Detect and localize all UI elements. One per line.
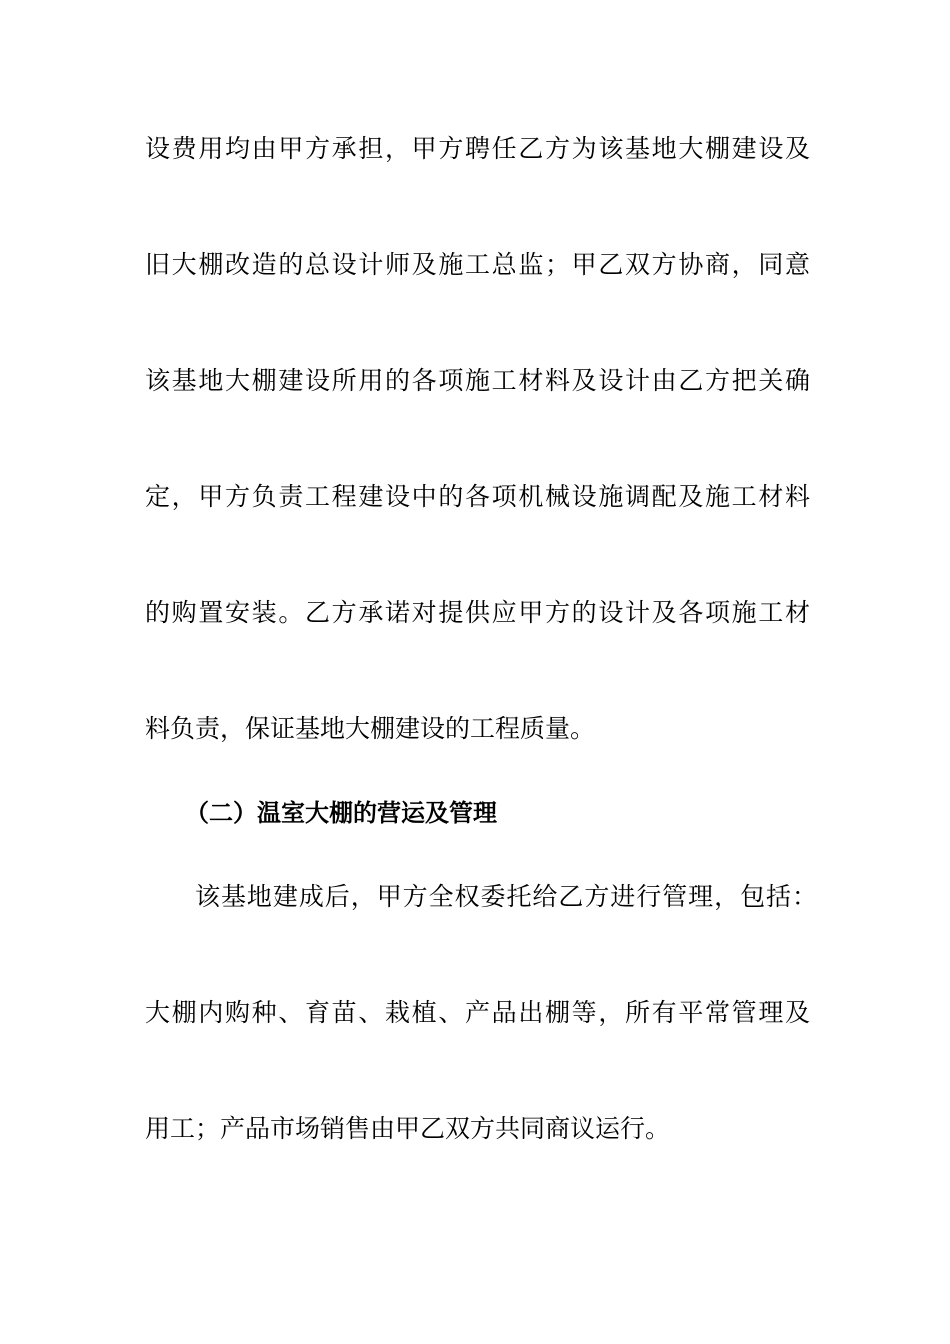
paragraph-1-line-5: 的购置安装。乙方承诺对提供应甲方的设计及各项施工材 <box>145 598 810 627</box>
paragraph-2-line-3: 用工；产品市场销售由甲乙双方共同商议运行。 <box>145 1114 671 1143</box>
paragraph-1-line-2: 旧大棚改造的总设计师及施工总监；甲乙双方协商，同意 <box>145 250 810 279</box>
section-heading: （二）温室大棚的营运及管理 <box>185 799 497 827</box>
paragraph-2-line-2: 大棚内购种、育苗、栽植、产品出棚等，所有平常管理及 <box>145 998 810 1027</box>
paragraph-1-line-3: 该基地大棚建设所用的各项施工材料及设计由乙方把关确 <box>145 366 810 395</box>
paragraph-1-line-6: 料负责，保证基地大棚建设的工程质量。 <box>145 714 596 743</box>
paragraph-1-line-4: 定，甲方负责工程建设中的各项机械设施调配及施工材料 <box>145 482 810 511</box>
paragraph-2-line-1: 该基地建成后，甲方全权委托给乙方进行管理，包括： <box>195 882 817 911</box>
paragraph-1-line-1: 设费用均由甲方承担，甲方聘任乙方为该基地大棚建设及 <box>145 134 810 163</box>
